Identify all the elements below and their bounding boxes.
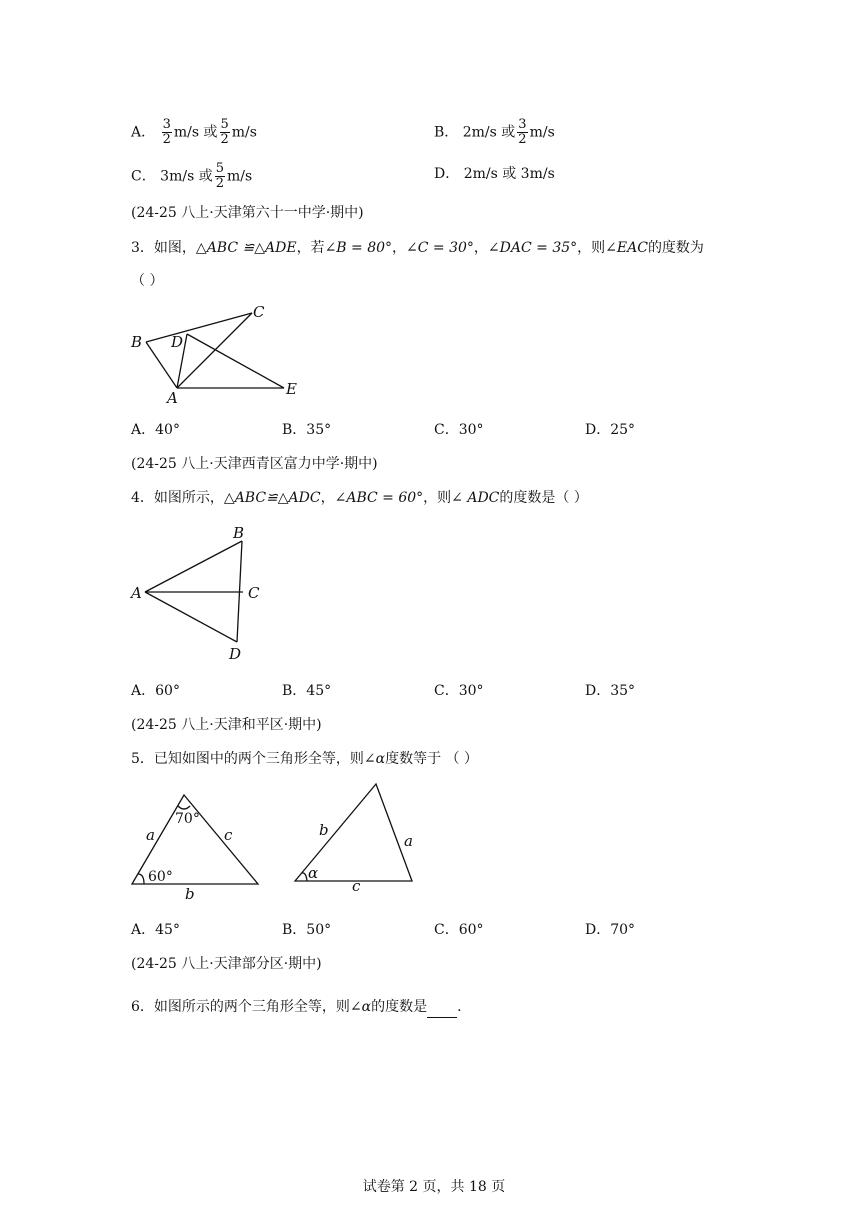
question-number: 5．: [131, 751, 154, 767]
q5-option-b: [282, 920, 331, 940]
side-label-b: b: [319, 821, 329, 839]
vertex-label-a: A: [167, 389, 178, 407]
fraction-denominator: 2: [162, 132, 171, 147]
triangle-one: [132, 795, 258, 903]
q6-source: (24-25 八上·天津部分区·期中): [131, 956, 322, 972]
question-number: 6．: [131, 999, 154, 1015]
q3-option-b: [282, 420, 331, 440]
angle-label-alpha: α: [308, 864, 319, 882]
fraction-denominator: 2: [215, 176, 224, 191]
segment-ab: [145, 541, 242, 592]
option-text: m/s: [231, 124, 257, 141]
stem-text: 度数等于 （ ）: [385, 751, 479, 767]
option-text: 50°: [306, 922, 332, 938]
fraction-5-2: [220, 118, 230, 147]
q5-option-d: [585, 920, 635, 940]
option-text: 30°: [458, 422, 484, 438]
math-angle-c: ∠C = 30°: [406, 240, 474, 256]
q3-figure: [125, 300, 315, 405]
q5-option-a: [131, 920, 180, 940]
vertex-label-a: A: [131, 584, 142, 602]
fraction-denominator: 2: [220, 132, 229, 147]
stem-text: 如图所示，: [153, 490, 224, 506]
q4-source: (24-25 八上·天津西青区富力中学·期中): [131, 456, 378, 472]
option-letter: A．: [131, 422, 156, 438]
option-text: 70°: [610, 922, 636, 938]
q3-source: (24-25 八上·天津第六十一中学·期中): [131, 205, 364, 221]
fraction-numerator: 5: [215, 161, 224, 176]
option-text: 2m/s 或: [462, 124, 516, 141]
option-letter: A．: [131, 124, 156, 141]
segment-de: [187, 334, 284, 388]
side-label-b: b: [185, 885, 195, 903]
q2-option-d: [434, 164, 555, 184]
math-angle-abc: ∠ABC = 60°: [334, 490, 424, 506]
stem-text: ，: [473, 240, 488, 256]
option-text: 60°: [458, 922, 484, 938]
q2-option-b: [434, 118, 555, 147]
question-number: 4．: [131, 490, 154, 506]
fraction-numerator: 3: [162, 117, 171, 132]
q5-source: (24-25 八上·天津和平区·期中): [131, 717, 322, 733]
vertex-label-d: D: [229, 645, 242, 663]
fraction-numerator: 5: [220, 117, 229, 132]
fraction-numerator: 3: [518, 117, 527, 132]
stem-text: ，则: [577, 240, 606, 256]
angle-arc-alpha: [302, 873, 307, 881]
math-angle-dac: ∠DAC = 35°: [487, 240, 578, 256]
q4-option-c: [434, 681, 484, 701]
stem-text: 的度数是: [371, 999, 428, 1015]
option-text: 45°: [306, 683, 332, 699]
option-letter: C．: [434, 922, 459, 938]
side-label-c: c: [224, 826, 233, 844]
q4-option-d: [585, 681, 635, 701]
q3-option-d: [585, 420, 635, 440]
q2-option-a: [131, 118, 257, 147]
option-text: 35°: [306, 422, 332, 438]
segment-ad: [145, 592, 237, 642]
q5-figure: [125, 780, 425, 905]
option-letter: C．: [434, 683, 459, 699]
option-letter: B．: [282, 683, 307, 699]
math-angle-eac: ∠EAC: [605, 240, 648, 256]
side-label-c: c: [352, 877, 361, 895]
vertex-label-c: C: [248, 584, 260, 602]
vertex-label-c: C: [253, 303, 265, 321]
angle-arc-top: [178, 806, 190, 809]
stem-text: 已知如图中的两个三角形全等，则: [153, 751, 364, 767]
option-letter: B．: [282, 922, 307, 938]
option-text: m/s: [227, 168, 253, 185]
math-angle-adc: ∠ ADC: [451, 490, 500, 506]
triangle-two: [295, 784, 413, 895]
vertex-label-b: B: [131, 333, 143, 351]
option-letter: A．: [131, 683, 156, 699]
math-angle-alpha: ∠α: [349, 999, 372, 1015]
q3-stem: [131, 238, 704, 258]
option-letter: D．: [585, 683, 611, 699]
page-footer: 试卷第 2 页，共 18 页: [362, 1179, 506, 1195]
angle-arc-left: [138, 874, 144, 884]
answer-blank: [427, 997, 457, 1018]
fraction-3-2: [162, 118, 172, 147]
stem-text: ，: [320, 490, 335, 506]
option-letter: B．: [282, 422, 307, 438]
stem-text: 如图，: [153, 240, 196, 256]
vertex-label-e: E: [286, 380, 297, 398]
option-text: 45°: [155, 922, 180, 938]
fraction-5-2: [215, 162, 225, 191]
angle-label-60: 60°: [148, 869, 173, 885]
segment-bc: [146, 313, 252, 342]
question-number: 3．: [131, 240, 154, 256]
math-congruence: △ABC≌△ADC: [223, 490, 321, 506]
q3-option-a: [131, 420, 180, 440]
q4-option-b: [282, 681, 331, 701]
option-text: m/s 或: [173, 124, 218, 141]
stem-text: 的度数是（ ）: [499, 490, 588, 506]
option-text: 60°: [155, 683, 180, 699]
option-letter: A．: [131, 922, 156, 938]
option-text: 35°: [610, 683, 636, 699]
option-letter: C．: [131, 168, 156, 185]
option-text: 25°: [610, 422, 636, 438]
stem-text: ，: [392, 240, 407, 256]
q3-option-c: [434, 420, 484, 440]
q2-option-c: [131, 162, 252, 191]
option-letter: C．: [434, 422, 459, 438]
stem-text: ，则: [423, 490, 452, 506]
side-label-a: a: [146, 826, 155, 844]
stem-text: .: [457, 999, 462, 1015]
math-angle-alpha: ∠α: [363, 751, 386, 767]
stem-text: ，若: [296, 240, 325, 256]
option-letter: D．: [585, 922, 611, 938]
q4-stem: [131, 488, 588, 508]
fraction-3-2: [517, 118, 527, 147]
option-letter: D．: [585, 422, 611, 438]
q5-option-c: [434, 920, 484, 940]
option-text: m/s: [529, 124, 555, 141]
answer-parentheses: （ ）: [131, 273, 164, 289]
q4-option-a: [131, 681, 180, 701]
option-letter: D．: [434, 166, 460, 182]
vertex-label-b: B: [233, 524, 245, 542]
fraction-denominator: 2: [518, 132, 527, 147]
option-letter: B．: [434, 124, 459, 141]
vertex-label-d: D: [171, 333, 184, 351]
angle-label-70: 70°: [175, 811, 200, 827]
q5-stem: [131, 749, 478, 769]
q4-figure: [125, 520, 275, 665]
side-label-a: a: [404, 832, 413, 850]
option-text: 40°: [155, 422, 180, 438]
stem-text: 如图所示的两个三角形全等，则: [153, 999, 350, 1015]
math-congruence: △ABC ≌△ADE: [195, 240, 297, 256]
option-text: 30°: [458, 683, 484, 699]
option-text: 3m/s 或: [160, 168, 213, 185]
stem-text: 的度数为: [647, 240, 704, 256]
math-angle-b: ∠B = 80°: [324, 240, 393, 256]
segment-ac: [177, 313, 252, 388]
option-text: 2m/s 或 3m/s: [463, 166, 555, 182]
q6-stem: [131, 997, 462, 1018]
